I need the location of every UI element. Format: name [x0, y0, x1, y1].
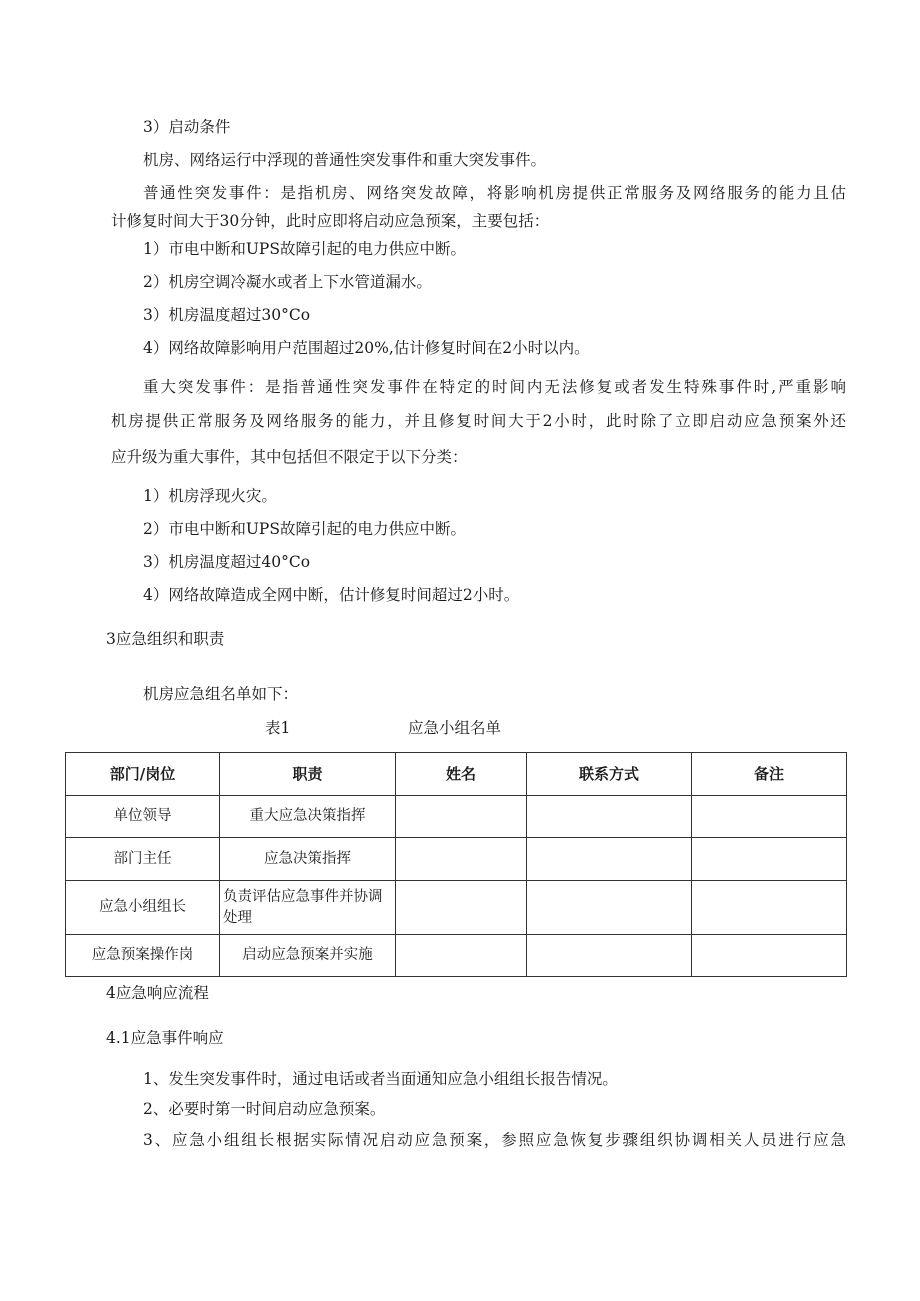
- table-header-cell: 部门/岗位: [66, 753, 220, 796]
- table-header-cell: 姓名: [396, 753, 527, 796]
- table-header-cell: 职责: [220, 753, 396, 796]
- list-item: 3）机房温度超过40°Co: [143, 553, 311, 571]
- table-header-cell: 联系方式: [527, 753, 692, 796]
- table-caption-title: 应急小组名单: [408, 719, 502, 737]
- table-cell: [692, 838, 847, 881]
- table-cell: [527, 838, 692, 881]
- table-caption-number: 表1: [265, 719, 291, 737]
- list-item: 1）机房浮现火灾。: [143, 487, 277, 505]
- table-cell: [692, 935, 847, 977]
- paragraph-line: 重大突发事件：是指普通性突发事件在特定的时间内无法修复或者发生特殊事件时,严重影响: [143, 378, 846, 396]
- table-header-cell: 备注: [692, 753, 847, 796]
- list-item: 2）市电中断和UPS故障引起的电力供应中断。: [143, 520, 466, 538]
- table-cell: [692, 796, 847, 838]
- list-item: 3、应急小组组长根据实际情况启动应急预案，参照应急恢复步骤组织协调相关人员进行应急: [143, 1131, 846, 1149]
- section-heading: 4应急响应流程: [106, 984, 209, 1002]
- table-cell: 应急决策指挥: [220, 838, 396, 881]
- list-item: 4）网络故障影响用户范围超过20%,估计修复时间在2小时以内。: [143, 339, 590, 357]
- paragraph-line: 机房应急组名单如下：: [143, 685, 299, 703]
- table-cell: 启动应急预案并实施: [220, 935, 396, 977]
- emergency-team-table: [65, 752, 847, 977]
- table-cell: 负责评估应急事件并协调处理: [220, 881, 396, 935]
- table-cell: [396, 935, 527, 977]
- list-item: 2、必要时第一时间启动应急预案。: [143, 1100, 386, 1118]
- paragraph-line: 应升级为重大事件，其中包括但不限定于以下分类：: [111, 448, 468, 466]
- list-item: 1、发生突发事件时，通过电话或者当面通知应急小组组长报告情况。: [143, 1070, 618, 1088]
- paragraph-line: 机房、网络运行中浮现的普通性突发事件和重大突发事件。: [143, 151, 547, 169]
- subsection-heading: 4.1应急事件响应: [106, 1029, 224, 1047]
- table-cell: 单位领导: [66, 796, 220, 838]
- paragraph-line: 机房提供正常服务及网络服务的能力，并且修复时间大于2小时，此时除了立即启动应急预案外还: [111, 412, 846, 430]
- paragraph-line: 计修复时间大于30分钟，此时应即将启动应急预案，主要包括：: [111, 212, 550, 230]
- table-row: [66, 838, 847, 881]
- table-cell: [396, 838, 527, 881]
- paragraph-line: 3）启动条件: [143, 118, 231, 136]
- table-cell: 应急小组组长: [66, 881, 220, 935]
- table-cell: [396, 881, 527, 935]
- table-cell: [527, 796, 692, 838]
- section-heading: 3应急组织和职责: [106, 630, 225, 648]
- list-item: 2）机房空调冷凝水或者上下水管道漏水。: [143, 273, 432, 291]
- table-cell: [527, 935, 692, 977]
- table-cell: [396, 796, 527, 838]
- table-row: [66, 935, 847, 977]
- table-cell: 应急预案操作岗: [66, 935, 220, 977]
- table-row: [66, 796, 847, 838]
- list-item: 4）网络故障造成全网中断，估计修复时间超过2小时。: [143, 586, 520, 604]
- list-item: 3）机房温度超过30°Co: [143, 306, 311, 324]
- table-cell: [527, 881, 692, 935]
- table-cell: 部门主任: [66, 838, 220, 881]
- table-cell: 重大应急决策指挥: [220, 796, 396, 838]
- list-item: 1）市电中断和UPS故障引起的电力供应中断。: [143, 240, 466, 258]
- paragraph-line: 普通性突发事件：是指机房、网络突发故障，将影响机房提供正常服务及网络服务的能力且估: [143, 184, 846, 202]
- table-row: [66, 881, 847, 935]
- table-header-row: [66, 753, 847, 796]
- table-cell: [692, 881, 847, 935]
